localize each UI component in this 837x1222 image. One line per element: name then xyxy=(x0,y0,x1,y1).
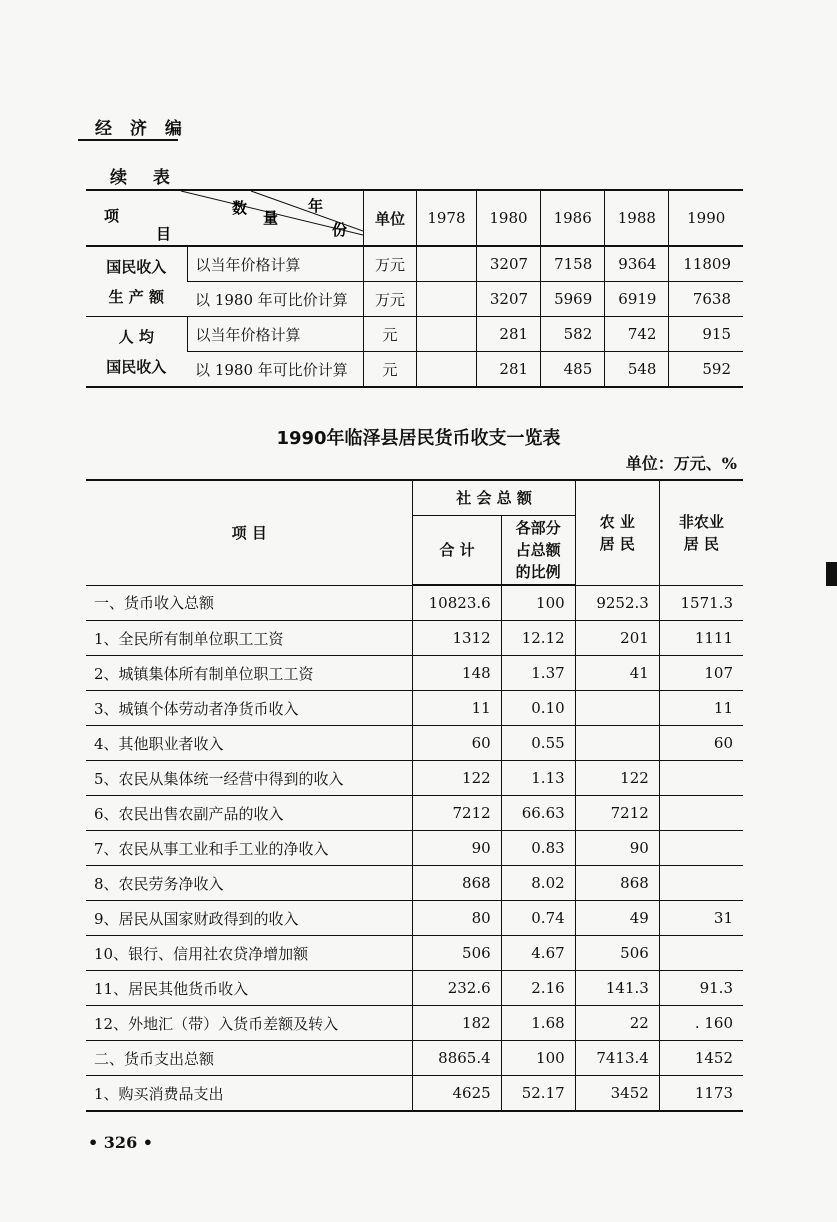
share-cell: 4.67 xyxy=(501,936,575,971)
section-title: 经 济 编 xyxy=(95,119,188,139)
corner-qty2: 量 xyxy=(263,209,279,227)
value-cell: 5969 xyxy=(541,282,605,317)
share-header-line: 占总额 xyxy=(515,541,561,559)
nonfarm-cell: 1571.3 xyxy=(659,585,743,621)
table-row xyxy=(86,585,743,621)
share-cell: 1.68 xyxy=(501,1006,575,1041)
share-header-line: 的比例 xyxy=(515,563,561,581)
page-number: • 326 • xyxy=(88,1133,153,1152)
farm-cell: 3452 xyxy=(575,1076,659,1112)
unit-cell: 元 xyxy=(364,317,417,352)
value-cell: 11809 xyxy=(669,246,743,282)
subtotal-header: 合 计 xyxy=(413,516,501,586)
share-cell: 100 xyxy=(501,585,575,621)
section-rule xyxy=(78,139,178,141)
basis-cell: 以 1980 年可比价计算 xyxy=(187,352,363,388)
nonfarm-cell xyxy=(659,761,743,796)
farm-cell: 7212 xyxy=(575,796,659,831)
nonfarm-cell: 107 xyxy=(659,656,743,691)
table-row xyxy=(86,621,743,656)
value-cell xyxy=(417,246,477,282)
group-label-line: 国民收入 xyxy=(106,257,167,276)
corner-qty: 数 xyxy=(232,199,248,217)
farm-cell: 22 xyxy=(575,1006,659,1041)
share-cell: 0.83 xyxy=(501,831,575,866)
value-cell: 582 xyxy=(541,317,605,352)
total-cell: 11 xyxy=(413,691,501,726)
value-cell: 281 xyxy=(476,352,540,388)
farm-cell: 122 xyxy=(575,761,659,796)
total-cell: 10823.6 xyxy=(413,585,501,621)
farm-header-line: 农 业 xyxy=(599,512,635,531)
unit-header: 单位 xyxy=(364,190,417,246)
basis-cell: 以当年价格计算 xyxy=(187,317,363,352)
nonfarm-cell: 11 xyxy=(659,691,743,726)
item-cell: 6、农民出售农副产品的收入 xyxy=(86,796,413,831)
farm-header-line: 居 民 xyxy=(599,534,635,553)
corner-header-cell xyxy=(86,190,364,246)
corner-year: 年 xyxy=(308,197,324,215)
year-header: 1980 xyxy=(476,190,540,246)
share-cell: 1.37 xyxy=(501,656,575,691)
table-row xyxy=(86,796,743,831)
total-cell: 122 xyxy=(413,761,501,796)
nonfarm-cell xyxy=(659,936,743,971)
farm-cell xyxy=(575,691,659,726)
farm-cell: 201 xyxy=(575,621,659,656)
table2-body xyxy=(86,585,743,1111)
year-header: 1978 xyxy=(417,190,477,246)
value-cell: 9364 xyxy=(605,246,669,282)
basis-cell: 以当年价格计算 xyxy=(187,246,363,282)
nonfarm-cell xyxy=(659,831,743,866)
national-income-table xyxy=(86,189,743,388)
continued-label: 续 表 xyxy=(110,168,180,188)
group-label xyxy=(86,246,187,317)
total-cell: 60 xyxy=(413,726,501,761)
cash-income-expense-table xyxy=(86,479,743,1112)
share-cell: 8.02 xyxy=(501,866,575,901)
share-header-line: 各部分 xyxy=(515,519,561,537)
farm-cell: 9252.3 xyxy=(575,585,659,621)
share-cell: 0.10 xyxy=(501,691,575,726)
corner-diagonal-lines xyxy=(86,191,363,245)
table-row xyxy=(86,1076,743,1112)
nonfarm-cell: 31 xyxy=(659,901,743,936)
item-cell: 8、农民劳务净收入 xyxy=(86,866,413,901)
nonfarm-cell: 60 xyxy=(659,726,743,761)
total-cell: 80 xyxy=(413,901,501,936)
table-row xyxy=(86,936,743,971)
farm-cell: 506 xyxy=(575,936,659,971)
table-row xyxy=(86,656,743,691)
farm-resident-header xyxy=(575,480,659,585)
group-label-line: 人 均 xyxy=(118,327,154,346)
nonfarm-cell: 1173 xyxy=(659,1076,743,1112)
total-cell: 506 xyxy=(413,936,501,971)
total-cell: 232.6 xyxy=(413,971,501,1006)
nonfarm-header-line: 居 民 xyxy=(683,534,720,553)
total-cell: 90 xyxy=(413,831,501,866)
corner-item: 项 xyxy=(104,207,120,225)
table-row xyxy=(86,901,743,936)
value-cell: 548 xyxy=(605,352,669,388)
item-cell: 12、外地汇（带）入货币差额及转入 xyxy=(86,1006,413,1041)
group-label-line: 生 产 额 xyxy=(108,287,164,306)
item-cell: 一、货币收入总额 xyxy=(86,585,413,621)
item-cell: 1、购买消费品支出 xyxy=(86,1076,413,1112)
item-cell: 2、城镇集体所有制单位职工工资 xyxy=(86,656,413,691)
farm-cell: 7413.4 xyxy=(575,1041,659,1076)
year-header: 1986 xyxy=(541,190,605,246)
unit-cell: 元 xyxy=(364,352,417,388)
value-cell: 3207 xyxy=(476,282,540,317)
item-cell: 10、银行、信用社农贷净增加额 xyxy=(86,936,413,971)
share-cell: 12.12 xyxy=(501,621,575,656)
nonfarm-cell: 91.3 xyxy=(659,971,743,1006)
farm-cell: 49 xyxy=(575,901,659,936)
item-cell: 3、城镇个体劳动者净货币收入 xyxy=(86,691,413,726)
year-header: 1990 xyxy=(669,190,743,246)
society-total-header: 社 会 总 额 xyxy=(413,480,575,516)
unit-cell: 万元 xyxy=(364,246,417,282)
item-header: 项 目 xyxy=(231,523,267,542)
item-cell: 4、其他职业者收入 xyxy=(86,726,413,761)
farm-cell: 868 xyxy=(575,866,659,901)
value-cell xyxy=(417,282,477,317)
nonfarm-header-line: 非农业 xyxy=(678,512,724,531)
value-cell: 915 xyxy=(669,317,743,352)
share-cell: 0.74 xyxy=(501,901,575,936)
table-row xyxy=(86,1041,743,1076)
nonfarm-cell: 1452 xyxy=(659,1041,743,1076)
share-cell: 100 xyxy=(501,1041,575,1076)
group-label xyxy=(86,317,187,388)
item-cell: 11、居民其他货币收入 xyxy=(86,971,413,1006)
total-cell: 148 xyxy=(413,656,501,691)
item-cell: 1、全民所有制单位职工工资 xyxy=(86,621,413,656)
share-header xyxy=(501,516,575,586)
edge-mark xyxy=(826,562,837,586)
table-row xyxy=(86,1006,743,1041)
table2-title: 1990年临泽县居民货币收支一览表 xyxy=(276,428,561,449)
corner-item2: 目 xyxy=(156,225,172,243)
table-row xyxy=(86,761,743,796)
total-cell: 4625 xyxy=(413,1076,501,1112)
nonfarm-cell: 1111 xyxy=(659,621,743,656)
total-cell: 8865.4 xyxy=(413,1041,501,1076)
value-cell xyxy=(417,317,477,352)
item-cell: 5、农民从集体统一经营中得到的收入 xyxy=(86,761,413,796)
value-cell: 6919 xyxy=(605,282,669,317)
total-cell: 182 xyxy=(413,1006,501,1041)
total-cell: 1312 xyxy=(413,621,501,656)
farm-cell xyxy=(575,726,659,761)
unit-cell: 万元 xyxy=(364,282,417,317)
year-header: 1988 xyxy=(605,190,669,246)
nonfarm-cell xyxy=(659,866,743,901)
table-row xyxy=(86,971,743,1006)
value-cell: 485 xyxy=(541,352,605,388)
corner-year2: 份 xyxy=(332,221,348,239)
farm-cell: 141.3 xyxy=(575,971,659,1006)
item-cell: 9、居民从国家财政得到的收入 xyxy=(86,901,413,936)
farm-cell: 41 xyxy=(575,656,659,691)
basis-cell: 以 1980 年可比价计算 xyxy=(187,282,363,317)
total-cell: 868 xyxy=(413,866,501,901)
value-cell: 742 xyxy=(605,317,669,352)
value-cell: 592 xyxy=(669,352,743,388)
share-cell: 2.16 xyxy=(501,971,575,1006)
farm-cell: 90 xyxy=(575,831,659,866)
value-cell: 3207 xyxy=(476,246,540,282)
nonfarm-cell: . 160 xyxy=(659,1006,743,1041)
table2-unit: 单位：万元、% xyxy=(625,454,737,473)
group-label-line: 国民收入 xyxy=(106,357,167,376)
table-row xyxy=(86,726,743,761)
table-row xyxy=(86,831,743,866)
value-cell xyxy=(417,352,477,388)
share-cell: 52.17 xyxy=(501,1076,575,1112)
nonfarm-resident-header xyxy=(659,480,743,585)
value-cell: 7158 xyxy=(541,246,605,282)
value-cell: 7638 xyxy=(669,282,743,317)
item-cell: 二、货币支出总额 xyxy=(86,1041,413,1076)
share-cell: 1.13 xyxy=(501,761,575,796)
share-cell: 66.63 xyxy=(501,796,575,831)
value-cell: 281 xyxy=(476,317,540,352)
nonfarm-cell xyxy=(659,796,743,831)
total-cell: 7212 xyxy=(413,796,501,831)
table-row xyxy=(86,866,743,901)
share-cell: 0.55 xyxy=(501,726,575,761)
item-cell: 7、农民从事工业和手工业的净收入 xyxy=(86,831,413,866)
table-row xyxy=(86,691,743,726)
